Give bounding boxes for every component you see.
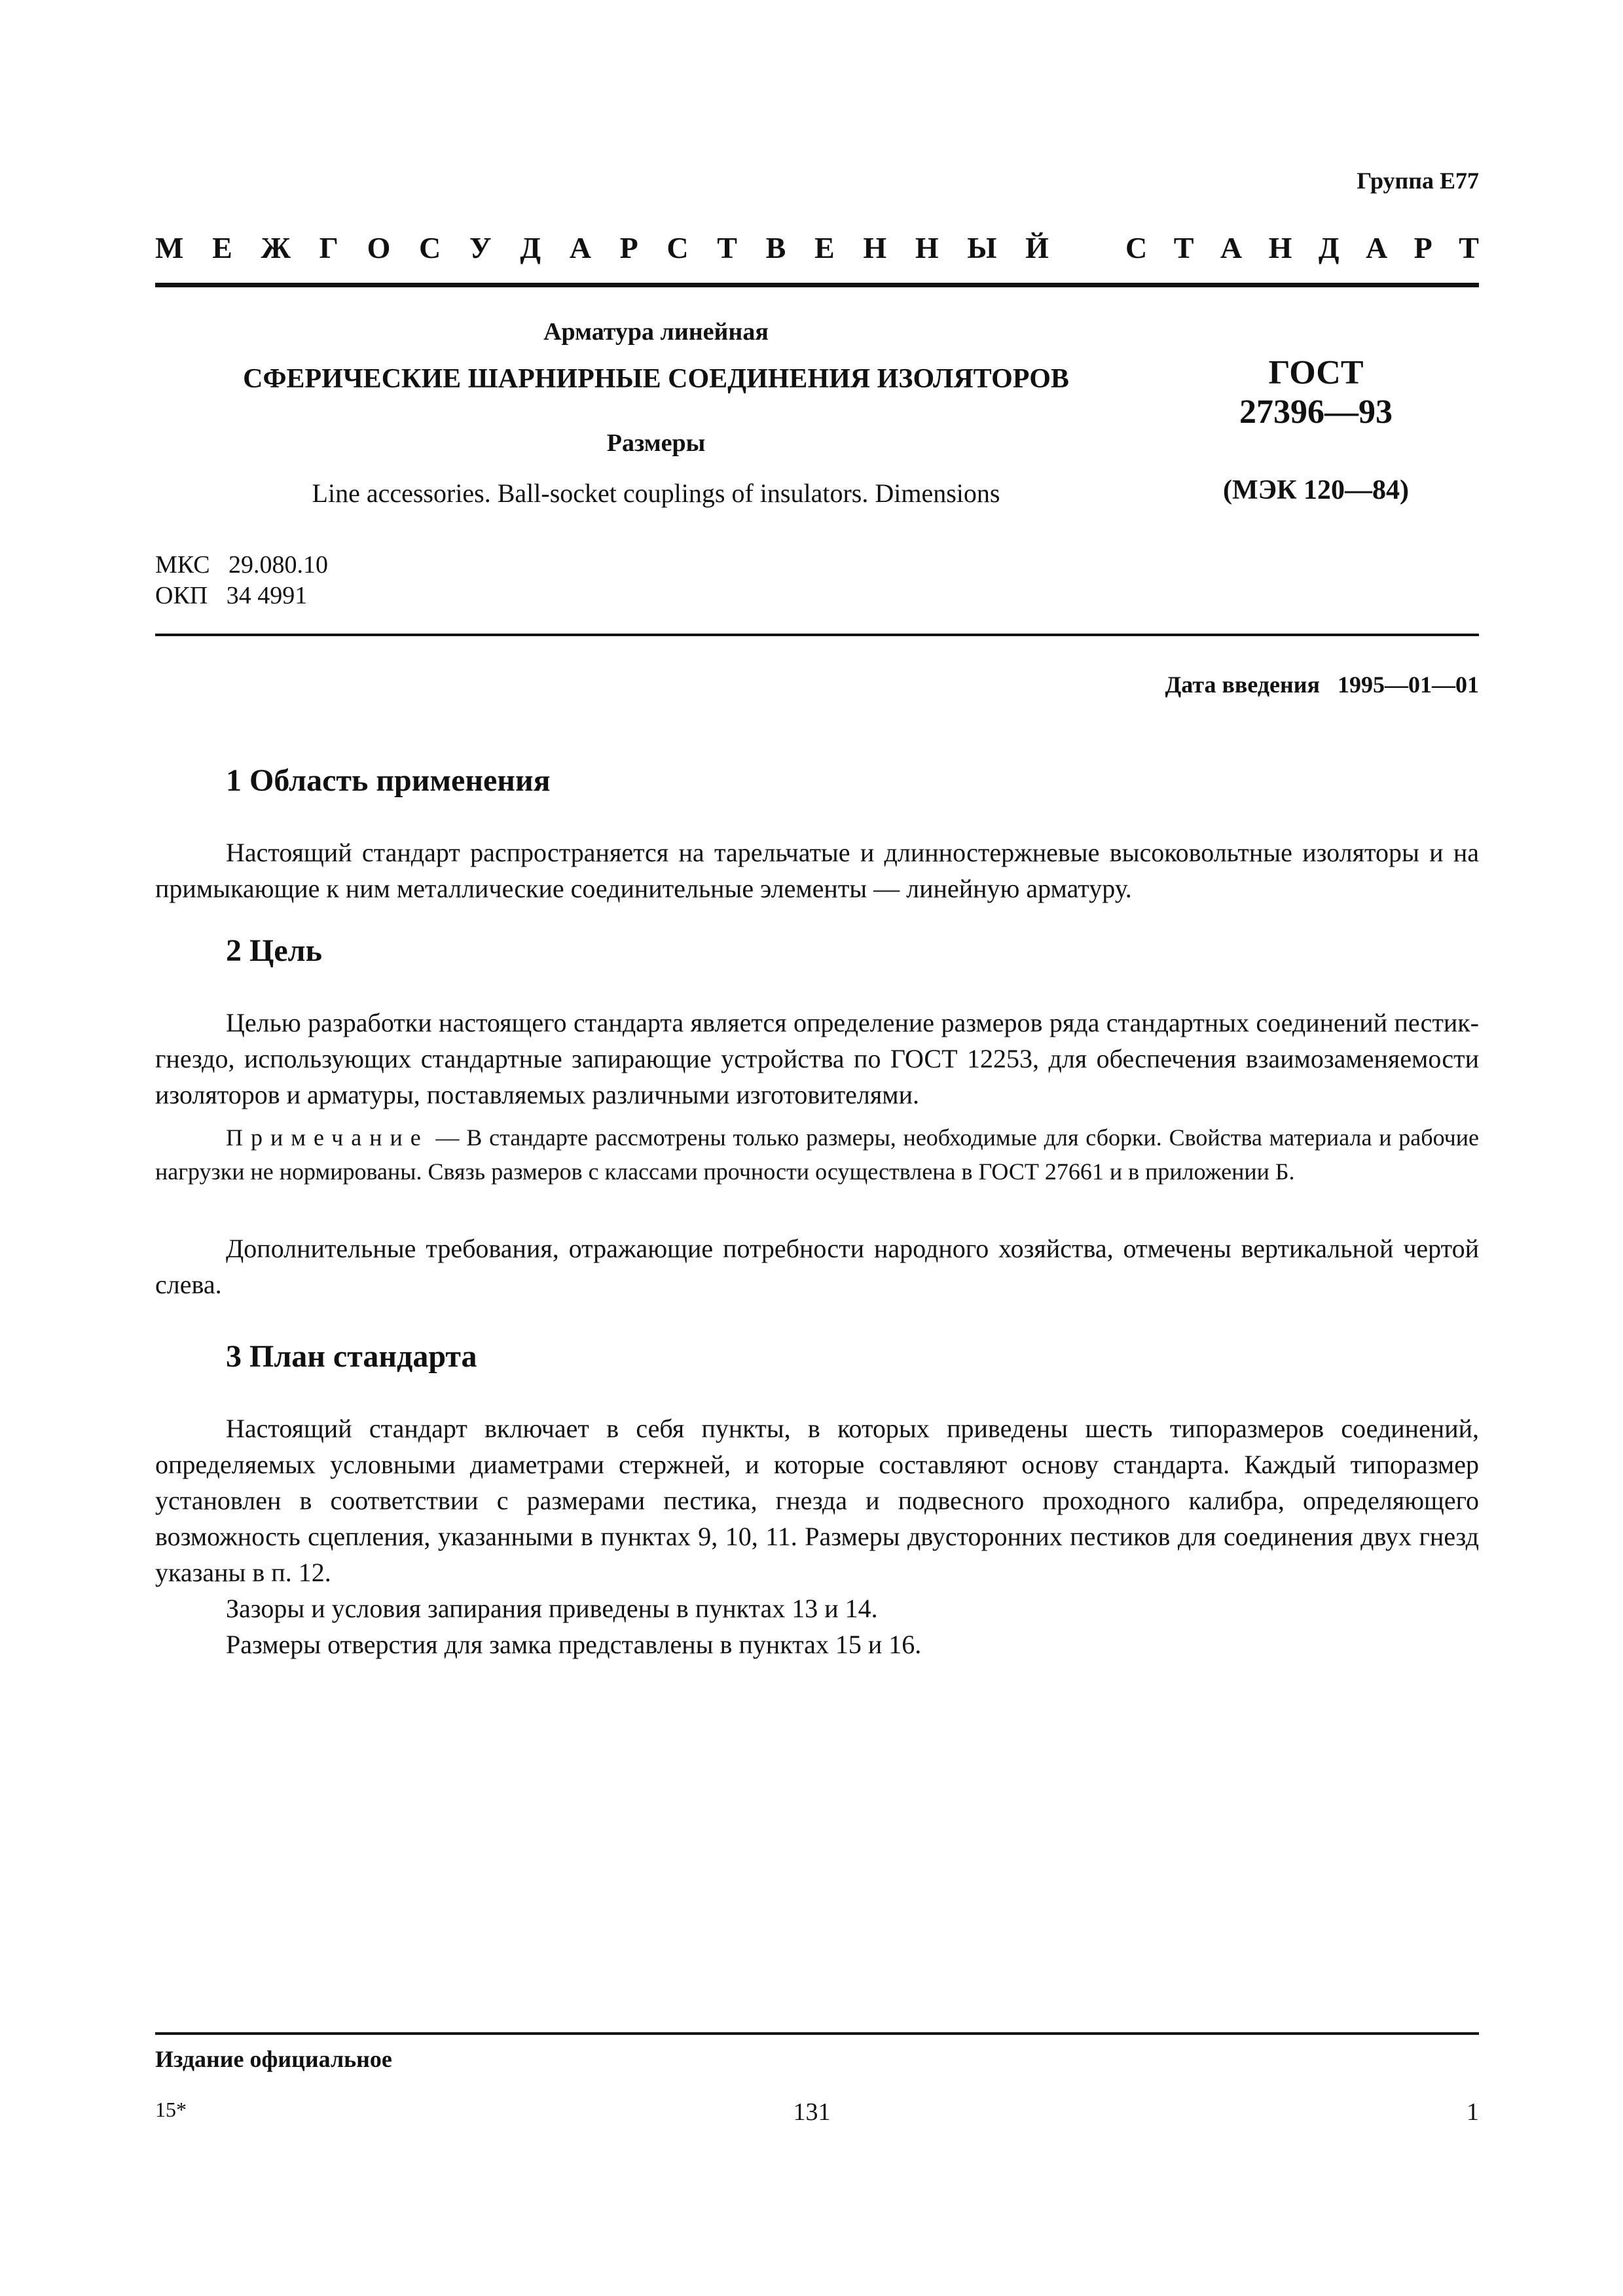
iec-reference: (МЭК 120—84) bbox=[1222, 475, 1410, 505]
interstate-letter: Д bbox=[520, 231, 541, 264]
gost-label: ГОСТ bbox=[1268, 354, 1364, 391]
document-subtitle-bottom: Размеры bbox=[606, 429, 706, 457]
section-3-paragraph-3: Размеры отверстия для замка представлены в пунктах 15 и 16. bbox=[226, 1630, 922, 1659]
footer-rule bbox=[155, 2032, 1479, 2035]
standard-letter: А bbox=[1220, 231, 1243, 264]
section-2-title: 2 Цель bbox=[226, 933, 322, 968]
mks-code: МКС 29.080.10 bbox=[155, 551, 329, 579]
interstate-letter: Т bbox=[717, 231, 737, 264]
sheet-mark: 15* bbox=[155, 2098, 187, 2121]
header-rule bbox=[155, 283, 1479, 287]
interstate-letter: Г bbox=[319, 231, 338, 264]
interstate-letter: Й bbox=[1025, 231, 1049, 264]
section-1-paragraph: Настоящий стандарт распространяется на тарельчатые и длинностержневые высоковольтные изоляторы и на примыкающие к ним металлические соединительные элементы — линейную арматуру. bbox=[155, 838, 1479, 903]
document-title: СФЕРИЧЕСКИЕ ШАРНИРНЫЕ СОЕДИНЕНИЯ ИЗОЛЯТОРОВ bbox=[243, 364, 1069, 394]
interstate-letter: Р bbox=[619, 231, 638, 264]
group-code: Группа Е77 bbox=[1357, 168, 1479, 194]
interstate-letter: У bbox=[469, 231, 492, 264]
section-3-paragraph-1: Настоящий стандарт включает в себя пункты, в которых приведены шесть типоразмеров соединений, определяемых условными диаметрами стержней, и которые составляют основу стандарта. Каждый типоразмер установлен в соответствии с размерами пестика, гнезда и подвесного проходного калибра, определяющего возможность сцепления, указанными в пунктах 9, 10, 11. Размеры двусторонних пестиков для соединения двух гнезд указаны в п. 12. bbox=[155, 1414, 1479, 1587]
interstate-standard-heading bbox=[155, 230, 1479, 265]
classification-codes bbox=[155, 550, 328, 611]
note-text: — В стандарте рассмотрены только размеры, необходимые для сборки. Свойства материала и рабочие нагрузки не нормированы. Связь размеров с классами прочности осуществлена в ГОСТ 27661 и в приложении Б. bbox=[155, 1124, 1479, 1185]
interstate-letter: М bbox=[155, 231, 184, 264]
interstate-letter: С bbox=[419, 231, 441, 264]
interstate-letter: О bbox=[367, 231, 391, 264]
note-label: Примечание bbox=[226, 1124, 429, 1151]
official-edition-label: Издание официальное bbox=[155, 2046, 392, 2072]
section-2-paragraph-2: Дополнительные требования, отражающие потребности народного хозяйства, отмечены вертикальной чертой слева. bbox=[155, 1234, 1479, 1299]
gost-number: 27396—93 bbox=[1239, 393, 1393, 431]
english-title: Line accessories. Ball-socket couplings of insulators. Dimensions bbox=[312, 478, 1000, 508]
section-1-title: 1 Область применения bbox=[226, 763, 551, 798]
interstate-letter: А bbox=[569, 231, 591, 264]
standard-letter: Т bbox=[1459, 231, 1479, 264]
interstate-letter: Ы bbox=[967, 231, 997, 264]
interstate-letter: С bbox=[666, 231, 689, 264]
interstate-letter: В bbox=[765, 231, 786, 264]
standard-letter: Т bbox=[1173, 231, 1194, 264]
interstate-letter: Ж bbox=[261, 231, 291, 264]
section-3-title: 3 План стандарта bbox=[226, 1339, 477, 1374]
document-subtitle-top: Арматура линейная bbox=[543, 318, 769, 346]
interstate-letter: Е bbox=[814, 231, 835, 264]
interstate-letter: Е bbox=[212, 231, 232, 264]
okp-code: ОКП 34 4991 bbox=[155, 582, 308, 609]
standard-letter: А bbox=[1365, 231, 1388, 264]
codes-rule bbox=[155, 634, 1479, 636]
page-number: 131 bbox=[793, 2098, 831, 2126]
interstate-letter: Н bbox=[863, 231, 887, 264]
standard-letter: С bbox=[1125, 231, 1148, 264]
standard-letter: Д bbox=[1318, 231, 1340, 264]
gost-designation bbox=[1159, 353, 1473, 432]
standard-letter: Н bbox=[1268, 231, 1292, 264]
standard-letter: Р bbox=[1413, 231, 1432, 264]
heading-word-interstate bbox=[155, 230, 1049, 265]
heading-word-standard bbox=[1125, 230, 1479, 265]
introduction-date: Дата введения 1995—01—01 bbox=[1165, 672, 1479, 698]
page-index: 1 bbox=[1467, 2098, 1479, 2126]
section-3-paragraph-2: Зазоры и условия запирания приведены в пунктах 13 и 14. bbox=[226, 1594, 878, 1623]
interstate-letter: Н bbox=[915, 231, 939, 264]
section-2-note bbox=[155, 1121, 1479, 1189]
section-2-paragraph-1: Целью разработки настоящего стандарта является определение размеров ряда стандартных соединений пестик-гнездо, использующих стандартные запирающие устройства по ГОСТ 12253, для обеспечения взаимозаменяемости изоляторов и арматуры, поставляемых различными изготовителями. bbox=[155, 1008, 1479, 1109]
